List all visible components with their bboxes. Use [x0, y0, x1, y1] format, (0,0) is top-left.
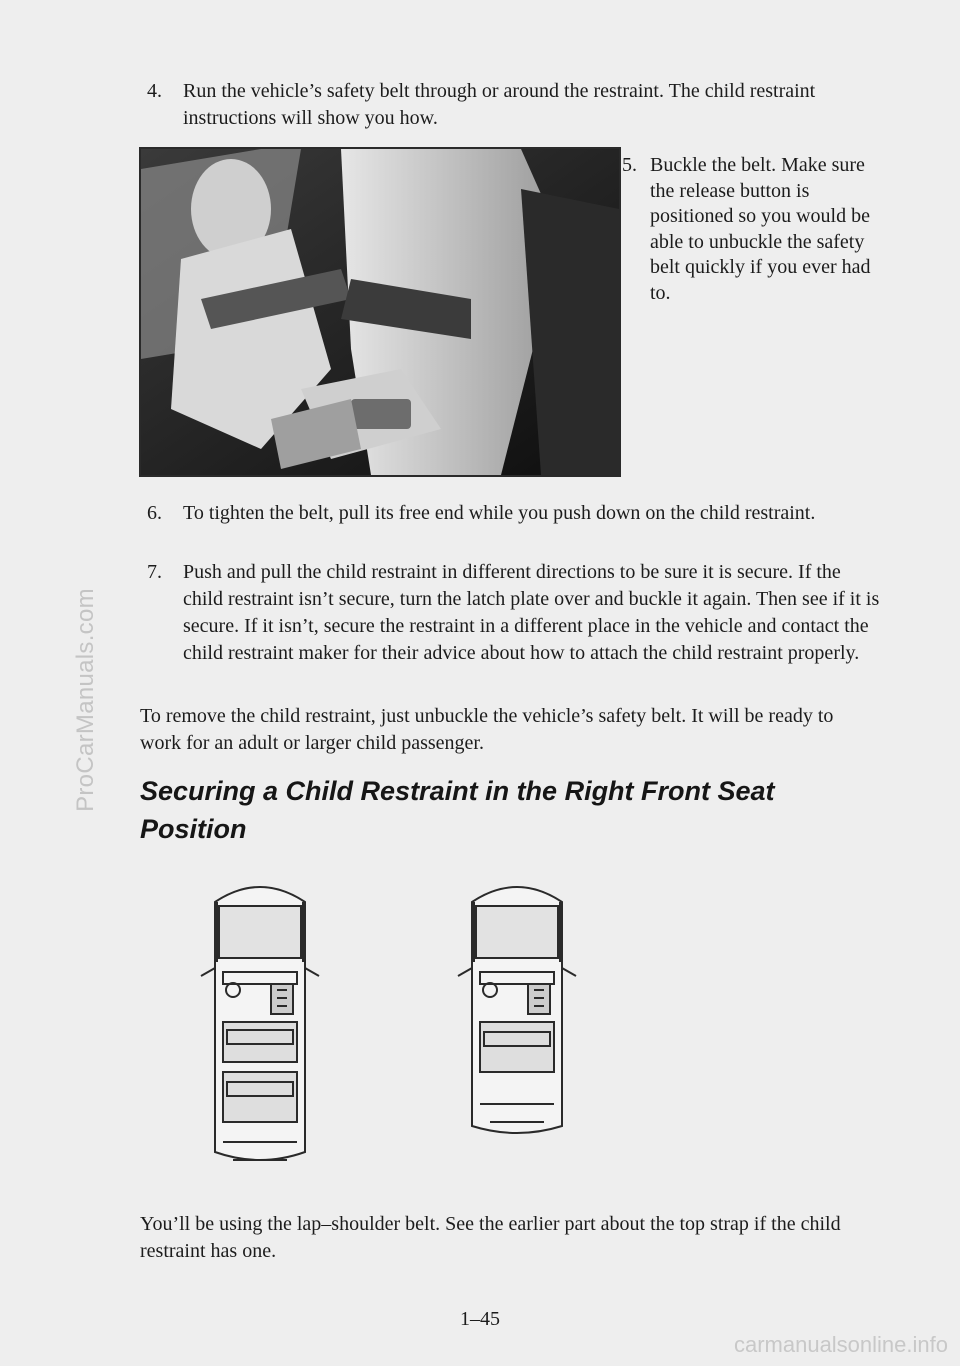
step-text: Run the vehicle’s safety belt through or around the restraint. The child restraint instructions will show you how.	[183, 80, 816, 129]
step-text: To tighten the belt, pull its free end while you push down on the child restraint.	[183, 502, 816, 524]
step-5	[622, 153, 880, 306]
section-heading: Securing a Child Restraint in the Right Front Seat Position	[140, 776, 775, 844]
step-number: 6.	[147, 502, 162, 524]
step-6	[147, 500, 883, 527]
step-text: Buckle the belt. Make sure the release button is positioned so you would be able to unbuckle the safety belt quickly if you ever had to.	[650, 154, 871, 304]
vehicle-seating-diagram-long	[193, 872, 327, 1172]
buckling-child-seat-photo	[139, 147, 621, 477]
step-7	[147, 559, 883, 667]
step-4	[147, 78, 883, 132]
step-text: Push and pull the child restraint in different directions to be sure it is secure. If the child restraint isn’t secure, turn the latch plate over and buckle it again. Then see if it is secure. If it isn’t, secure the restraint in a different place in the vehicle and contact the child restraint maker for their advice about how to attach the child restraint properly.	[183, 561, 880, 664]
step-number: 5.	[622, 154, 637, 176]
closing-paragraph: You’ll be using the lap–shoulder belt. See the earlier part about the top strap if the child restraint has one.	[140, 1213, 841, 1262]
step-number: 4.	[147, 80, 162, 102]
bottom-watermark: carmanualsonline.info	[733, 1332, 948, 1357]
side-watermark: ProCarManuals.com	[72, 588, 99, 812]
remove-restraint-paragraph: To remove the child restraint, just unbuckle the vehicle’s safety belt. It will be ready to work for an adult or larger child passenger.	[140, 705, 834, 754]
page-number: 1–45	[460, 1308, 500, 1330]
vehicle-seating-diagram-short	[450, 872, 584, 1152]
step-number: 7.	[147, 561, 162, 583]
